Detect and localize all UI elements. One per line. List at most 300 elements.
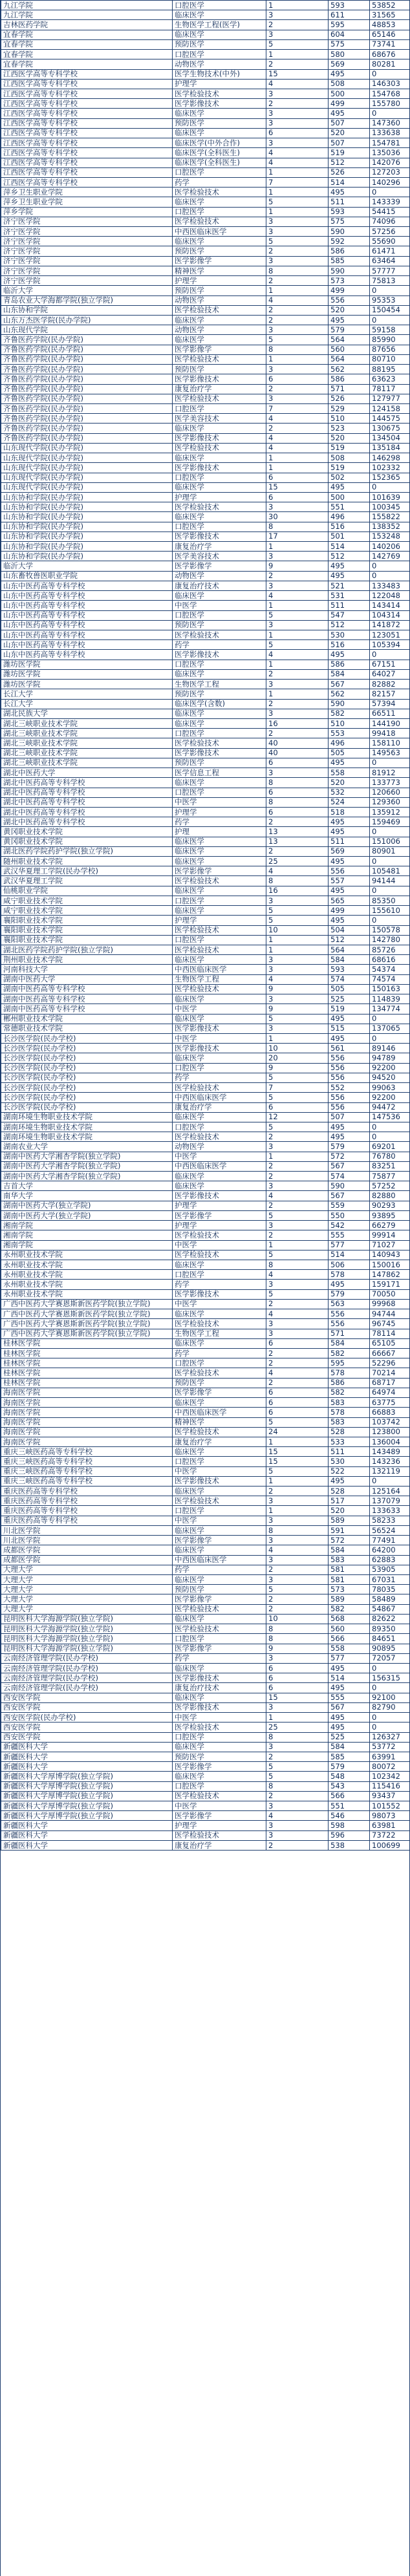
major-cell: 中医学 <box>173 1152 266 1161</box>
rank-cell: 57777 <box>370 266 410 275</box>
table-row <box>1 984 410 994</box>
rank-cell: 68676 <box>370 50 410 59</box>
min-score-cell: 512 <box>329 552 370 561</box>
rank-cell: 0 <box>370 650 410 660</box>
plan-count-cell: 1 <box>266 630 329 640</box>
school-cell: 湖南环境生物职业技术学院 <box>1 1122 173 1132</box>
plan-count-cell: 1 <box>266 286 329 295</box>
major-cell: 医学影像技术 <box>173 1024 266 1033</box>
plan-count-cell: 40 <box>266 738 329 748</box>
school-cell: 齐鲁医药学院(民办学院) <box>1 433 173 443</box>
major-cell: 预防医学 <box>173 689 266 699</box>
school-cell: 川北医学院 <box>1 1536 173 1545</box>
score-table <box>1 0 410 1851</box>
major-cell: 临床医学 <box>173 109 266 118</box>
rank-cell: 154781 <box>370 138 410 148</box>
min-score-cell: 514 <box>329 1250 370 1260</box>
table-row <box>1 738 410 748</box>
plan-count-cell: 4 <box>266 414 329 424</box>
min-score-cell: 583 <box>329 1555 370 1565</box>
table-row <box>1 1644 410 1653</box>
rank-cell: 58489 <box>370 1594 410 1604</box>
rank-cell: 82880 <box>370 1191 410 1201</box>
school-cell: 西安医学院 <box>1 1702 173 1712</box>
table-row <box>1 1781 410 1791</box>
major-cell: 医学检验技术 <box>173 188 266 197</box>
school-cell: 成都医学院 <box>1 1545 173 1555</box>
table-row <box>1 1329 410 1338</box>
plan-count-cell: 3 <box>266 256 329 266</box>
school-cell: 新疆医科大学 <box>1 1830 173 1840</box>
major-cell: 医学影像技术 <box>173 1191 266 1201</box>
school-cell: 江西医学高等专科学校 <box>1 177 173 187</box>
plan-count-cell: 5 <box>266 916 329 925</box>
plan-count-cell: 2 <box>266 59 329 69</box>
min-score-cell: 583 <box>329 1417 370 1427</box>
table-row <box>1 1506 410 1516</box>
rank-cell: 65146 <box>370 30 410 39</box>
min-score-cell: 561 <box>329 1044 370 1053</box>
table-row <box>1 1398 410 1408</box>
min-score-cell: 586 <box>329 374 370 384</box>
table-row <box>1 1024 410 1033</box>
plan-count-cell: 8 <box>266 1732 329 1742</box>
school-cell: 重庆医药高等专科学校 <box>1 1496 173 1506</box>
major-cell: 临床医学 <box>173 906 266 916</box>
table-row <box>1 1417 410 1427</box>
school-cell: 山东现代学院(民办学院) <box>1 453 173 463</box>
plan-count-cell: 1 <box>266 689 329 699</box>
major-cell: 医学检验技术 <box>173 1250 266 1260</box>
plan-count-cell: 1 <box>266 1437 329 1446</box>
rank-cell: 150454 <box>370 305 410 315</box>
min-score-cell: 499 <box>329 906 370 916</box>
plan-count-cell: 9 <box>266 561 329 571</box>
plan-count-cell: 1 <box>266 1713 329 1723</box>
rank-cell: 96745 <box>370 1319 410 1329</box>
plan-count-cell: 1 <box>266 1033 329 1043</box>
table-row <box>1 1270 410 1280</box>
major-cell: 临床医学(含数) <box>173 699 266 709</box>
major-cell: 中西医临床医学 <box>173 965 266 974</box>
rank-cell: 63981 <box>370 1821 410 1830</box>
major-cell: 临床医学 <box>173 316 266 325</box>
plan-count-cell: 4 <box>266 1811 329 1821</box>
min-score-cell: 578 <box>329 1408 370 1417</box>
major-cell: 医学检验技术 <box>173 1604 266 1614</box>
rank-cell: 92200 <box>370 1063 410 1073</box>
min-score-cell: 564 <box>329 335 370 345</box>
min-score-cell: 495 <box>329 188 370 197</box>
major-cell: 中医学 <box>173 1801 266 1811</box>
major-cell: 临床医学 <box>173 1772 266 1781</box>
table-row <box>1 1702 410 1712</box>
table-row <box>1 1280 410 1289</box>
school-cell: 山东万杰医学院(民办学院) <box>1 316 173 325</box>
min-score-cell: 525 <box>329 994 370 1004</box>
min-score-cell: 514 <box>329 177 370 187</box>
table-row <box>1 729 410 738</box>
min-score-cell: 495 <box>329 650 370 660</box>
major-cell: 临床医学 <box>173 778 266 788</box>
school-cell: 湖南中医药大学(独立学院) <box>1 1210 173 1220</box>
table-row <box>1 680 410 689</box>
rank-cell: 93437 <box>370 1791 410 1801</box>
rank-cell: 85990 <box>370 335 410 345</box>
plan-count-cell: 25 <box>266 1723 329 1732</box>
plan-count-cell: 1 <box>266 354 329 364</box>
rank-cell: 133633 <box>370 1506 410 1516</box>
rank-cell: 66279 <box>370 1221 410 1230</box>
rank-cell: 63623 <box>370 374 410 384</box>
table-row <box>1 1821 410 1830</box>
major-cell: 口腔医学 <box>173 610 266 620</box>
plan-count-cell: 3 <box>266 680 329 689</box>
plan-count-cell: 3 <box>266 89 329 98</box>
table-row <box>1 974 410 984</box>
rank-cell: 135912 <box>370 807 410 817</box>
table-row <box>1 1811 410 1821</box>
min-score-cell: 522 <box>329 1466 370 1476</box>
rank-cell: 59158 <box>370 325 410 335</box>
plan-count-cell: 3 <box>266 365 329 374</box>
school-cell: 湖北三峡职业技术学院 <box>1 748 173 758</box>
plan-count-cell: 2 <box>266 1172 329 1181</box>
plan-count-cell: 3 <box>266 552 329 561</box>
rank-cell: 0 <box>370 1723 410 1732</box>
table-row <box>1 1634 410 1644</box>
rank-cell: 95353 <box>370 295 410 305</box>
table-row <box>1 316 410 325</box>
school-cell: 湘南学院 <box>1 1240 173 1250</box>
table-row <box>1 492 410 502</box>
plan-count-cell: 4 <box>266 1270 329 1280</box>
major-cell: 医学检验技术 <box>173 925 266 935</box>
plan-count-cell: 8 <box>266 266 329 275</box>
min-score-cell: 589 <box>329 1516 370 1525</box>
rank-cell: 0 <box>370 1014 410 1024</box>
table-row <box>1 1693 410 1702</box>
rank-cell: 85726 <box>370 945 410 955</box>
plan-count-cell: 5 <box>266 1122 329 1132</box>
min-score-cell: 556 <box>329 1073 370 1082</box>
school-cell: 潍坊医学院 <box>1 660 173 669</box>
rank-cell: 147862 <box>370 1270 410 1280</box>
school-cell: 昆明医科大学海源学院(独立学院) <box>1 1644 173 1653</box>
table-row <box>1 39 410 49</box>
major-cell: 护理 <box>173 827 266 837</box>
table-row <box>1 925 410 935</box>
min-score-cell: 530 <box>329 1457 370 1466</box>
school-cell: 重庆医药高等专科学校 <box>1 1487 173 1496</box>
plan-count-cell: 2 <box>266 1594 329 1604</box>
plan-count-cell: 2 <box>266 846 329 856</box>
rank-cell: 150163 <box>370 984 410 994</box>
table-row <box>1 748 410 758</box>
table-row <box>1 955 410 965</box>
table-row <box>1 916 410 925</box>
major-cell: 医学影像学 <box>173 561 266 571</box>
school-cell: 永州职业技术学院 <box>1 1250 173 1260</box>
min-score-cell: 495 <box>329 561 370 571</box>
rank-cell: 0 <box>370 1683 410 1693</box>
rank-cell: 66511 <box>370 709 410 718</box>
rank-cell: 125164 <box>370 1487 410 1496</box>
min-score-cell: 530 <box>329 630 370 640</box>
rank-cell: 85350 <box>370 896 410 905</box>
major-cell: 医学检验技术 <box>173 630 266 640</box>
table-row <box>1 827 410 837</box>
table-row <box>1 994 410 1004</box>
rank-cell: 70214 <box>370 1368 410 1378</box>
rank-cell: 142769 <box>370 552 410 561</box>
rank-cell: 136004 <box>370 1437 410 1446</box>
major-cell: 口腔医学 <box>173 729 266 738</box>
major-cell: 护理学 <box>173 1201 266 1210</box>
min-score-cell: 495 <box>329 1713 370 1723</box>
rank-cell: 78114 <box>370 1329 410 1338</box>
school-cell: 湖南环境生物职业技术学院 <box>1 1132 173 1142</box>
school-cell: 襄阳职业技术学院 <box>1 916 173 925</box>
school-cell: 九江学院 <box>1 1 173 10</box>
major-cell: 药学 <box>173 177 266 187</box>
major-cell: 口腔医学 <box>173 1457 266 1466</box>
rank-cell: 82157 <box>370 689 410 699</box>
rank-cell: 99968 <box>370 1299 410 1309</box>
plan-count-cell: 8 <box>266 1260 329 1270</box>
min-score-cell: 501 <box>329 531 370 541</box>
school-cell: 济宁医学院 <box>1 227 173 237</box>
min-score-cell: 521 <box>329 581 370 590</box>
table-row <box>1 365 410 374</box>
table-row <box>1 1033 410 1043</box>
major-cell: 医学影像学 <box>173 1210 266 1220</box>
school-cell: 齐鲁医药学院(民办学院) <box>1 424 173 433</box>
table-row <box>1 1545 410 1555</box>
min-score-cell: 500 <box>329 89 370 98</box>
school-cell: 江西医学高等专科学校 <box>1 99 173 109</box>
rank-cell: 0 <box>370 857 410 866</box>
plan-count-cell: 15 <box>266 1447 329 1457</box>
school-cell: 萍乡学院 <box>1 207 173 217</box>
rank-cell: 0 <box>370 316 410 325</box>
major-cell: 中医学 <box>173 1516 266 1525</box>
school-cell: 萍乡卫生职业学院 <box>1 197 173 207</box>
table-row <box>1 217 410 226</box>
table-row <box>1 630 410 640</box>
school-cell: 长沙医学院(民办学校) <box>1 1083 173 1093</box>
plan-count-cell: 6 <box>266 128 329 138</box>
rank-cell: 94520 <box>370 1073 410 1082</box>
table-row <box>1 1102 410 1112</box>
table-row <box>1 699 410 709</box>
major-cell: 医学影像学 <box>173 1811 266 1821</box>
major-cell: 中医学 <box>173 1240 266 1250</box>
school-cell: 大理大学 <box>1 1585 173 1594</box>
major-cell: 临床医学 <box>173 482 266 492</box>
rank-cell: 146298 <box>370 453 410 463</box>
table-body <box>1 1 410 1851</box>
school-cell: 山东现代学院(民办学院) <box>1 473 173 482</box>
plan-count-cell: 3 <box>266 394 329 403</box>
major-cell: 预防医学 <box>173 118 266 128</box>
plan-count-cell: 6 <box>266 758 329 767</box>
rank-cell: 0 <box>370 188 410 197</box>
min-score-cell: 593 <box>329 1 370 10</box>
major-cell: 预防医学 <box>173 1585 266 1594</box>
plan-count-cell: 3 <box>266 118 329 128</box>
school-cell: 长沙医学院(民办学校) <box>1 1053 173 1063</box>
major-cell: 中医学 <box>173 797 266 807</box>
rank-cell: 57256 <box>370 227 410 237</box>
plan-count-cell: 9 <box>266 1644 329 1653</box>
major-cell: 动物医学 <box>173 1142 266 1152</box>
major-cell: 中西医临床医学 <box>173 1408 266 1417</box>
plan-count-cell: 4 <box>266 1309 329 1319</box>
school-cell: 西安医学院 <box>1 1723 173 1732</box>
min-score-cell: 586 <box>329 1378 370 1388</box>
plan-count-cell: 5 <box>266 1772 329 1781</box>
table-row <box>1 886 410 896</box>
min-score-cell: 495 <box>329 482 370 492</box>
table-row <box>1 1063 410 1073</box>
min-score-cell: 502 <box>329 473 370 482</box>
school-cell: 宜春学院 <box>1 39 173 49</box>
plan-count-cell: 5 <box>266 640 329 650</box>
table-row <box>1 276 410 286</box>
plan-count-cell: 4 <box>266 433 329 443</box>
min-score-cell: 573 <box>329 1585 370 1594</box>
min-score-cell: 543 <box>329 1781 370 1791</box>
table-row <box>1 945 410 955</box>
rank-cell: 143414 <box>370 601 410 610</box>
rank-cell: 0 <box>370 561 410 571</box>
plan-count-cell: 3 <box>266 768 329 778</box>
plan-count-cell: 1 <box>266 167 329 177</box>
plan-count-cell: 3 <box>266 1555 329 1565</box>
major-cell: 药学 <box>173 1280 266 1289</box>
table-row <box>1 1840 410 1850</box>
major-cell: 临床医学 <box>173 846 266 856</box>
table-row <box>1 453 410 463</box>
plan-count-cell: 1 <box>266 660 329 669</box>
major-cell: 口腔医学 <box>173 167 266 177</box>
min-score-cell: 567 <box>329 1702 370 1712</box>
plan-count-cell: 6 <box>266 1338 329 1348</box>
min-score-cell: 563 <box>329 1299 370 1309</box>
table-row <box>1 1319 410 1329</box>
school-cell: 新疆医科大学 <box>1 1742 173 1752</box>
school-cell: 湖南中医药大学(独立学院) <box>1 1201 173 1210</box>
min-score-cell: 567 <box>329 1161 370 1171</box>
table-row <box>1 158 410 167</box>
school-cell: 山东中医药高等专科学校 <box>1 650 173 660</box>
plan-count-cell: 3 <box>266 1536 329 1545</box>
table-row <box>1 256 410 266</box>
school-cell: 咸宁职业技术学院 <box>1 896 173 905</box>
min-score-cell: 551 <box>329 502 370 512</box>
school-cell: 潍坊医学院 <box>1 669 173 679</box>
rank-cell: 83251 <box>370 1161 410 1171</box>
table-row <box>1 1457 410 1466</box>
rank-cell: 141872 <box>370 620 410 630</box>
min-score-cell: 520 <box>329 305 370 315</box>
plan-count-cell: 4 <box>266 1191 329 1201</box>
plan-count-cell: 1 <box>266 1240 329 1250</box>
min-score-cell: 556 <box>329 866 370 876</box>
table-row <box>1 1014 410 1024</box>
plan-count-cell: 5 <box>266 197 329 207</box>
plan-count-cell: 2 <box>266 1299 329 1309</box>
major-cell: 医学检验技术 <box>173 1723 266 1732</box>
rank-cell: 127977 <box>370 394 410 403</box>
rank-cell: 0 <box>370 1663 410 1673</box>
school-cell: 临沂大学 <box>1 286 173 295</box>
plan-count-cell: 4 <box>266 1545 329 1555</box>
min-score-cell: 559 <box>329 1201 370 1210</box>
school-cell: 湖北医药学院药护学院(独立学院) <box>1 846 173 856</box>
min-score-cell: 583 <box>329 1398 370 1408</box>
rank-cell: 67031 <box>370 1575 410 1585</box>
plan-count-cell: 15 <box>266 482 329 492</box>
plan-count-cell: 5 <box>266 39 329 49</box>
major-cell: 临床医学 <box>173 718 266 728</box>
rank-cell: 155610 <box>370 906 410 916</box>
rank-cell: 80901 <box>370 846 410 856</box>
school-cell: 济宁医学院 <box>1 237 173 246</box>
min-score-cell: 495 <box>329 109 370 118</box>
plan-count-cell: 2 <box>266 276 329 286</box>
rank-cell: 120660 <box>370 788 410 797</box>
min-score-cell: 556 <box>329 295 370 305</box>
school-cell: 新疆医科大学厚博学院(独立学院) <box>1 1801 173 1811</box>
school-cell: 湖南中医药大学 <box>1 974 173 984</box>
table-row <box>1 1152 410 1161</box>
rank-cell: 150016 <box>370 1260 410 1270</box>
major-cell: 临床医学 <box>173 1525 266 1535</box>
school-cell: 湖北三峡职业技术学院 <box>1 758 173 767</box>
min-score-cell: 532 <box>329 788 370 797</box>
major-cell: 精神医学 <box>173 1417 266 1427</box>
plan-count-cell: 2 <box>266 817 329 827</box>
table-row <box>1 610 410 620</box>
plan-count-cell: 8 <box>266 876 329 886</box>
plan-count-cell: 3 <box>266 1181 329 1191</box>
min-score-cell: 582 <box>329 1388 370 1397</box>
major-cell: 护理学 <box>173 807 266 817</box>
rank-cell: 123800 <box>370 1427 410 1437</box>
min-score-cell: 511 <box>329 837 370 846</box>
table-row <box>1 109 410 118</box>
rank-cell: 77491 <box>370 1536 410 1545</box>
plan-count-cell: 7 <box>266 1083 329 1093</box>
plan-count-cell: 4 <box>266 295 329 305</box>
plan-count-cell: 2 <box>266 99 329 109</box>
plan-count-cell: 2 <box>266 1161 329 1171</box>
table-row <box>1 1142 410 1152</box>
min-score-cell: 584 <box>329 1742 370 1752</box>
school-cell: 山东协和学院 <box>1 305 173 315</box>
min-score-cell: 590 <box>329 699 370 709</box>
plan-count-cell: 3 <box>266 1280 329 1289</box>
plan-count-cell: 3 <box>266 1575 329 1585</box>
table-row <box>1 482 410 492</box>
rank-cell: 58233 <box>370 1516 410 1525</box>
rank-cell: 88195 <box>370 365 410 374</box>
major-cell: 临床医学(全科医生) <box>173 148 266 158</box>
school-cell: 西安医学院(民办学校) <box>1 1713 173 1723</box>
plan-count-cell: 2 <box>266 729 329 738</box>
